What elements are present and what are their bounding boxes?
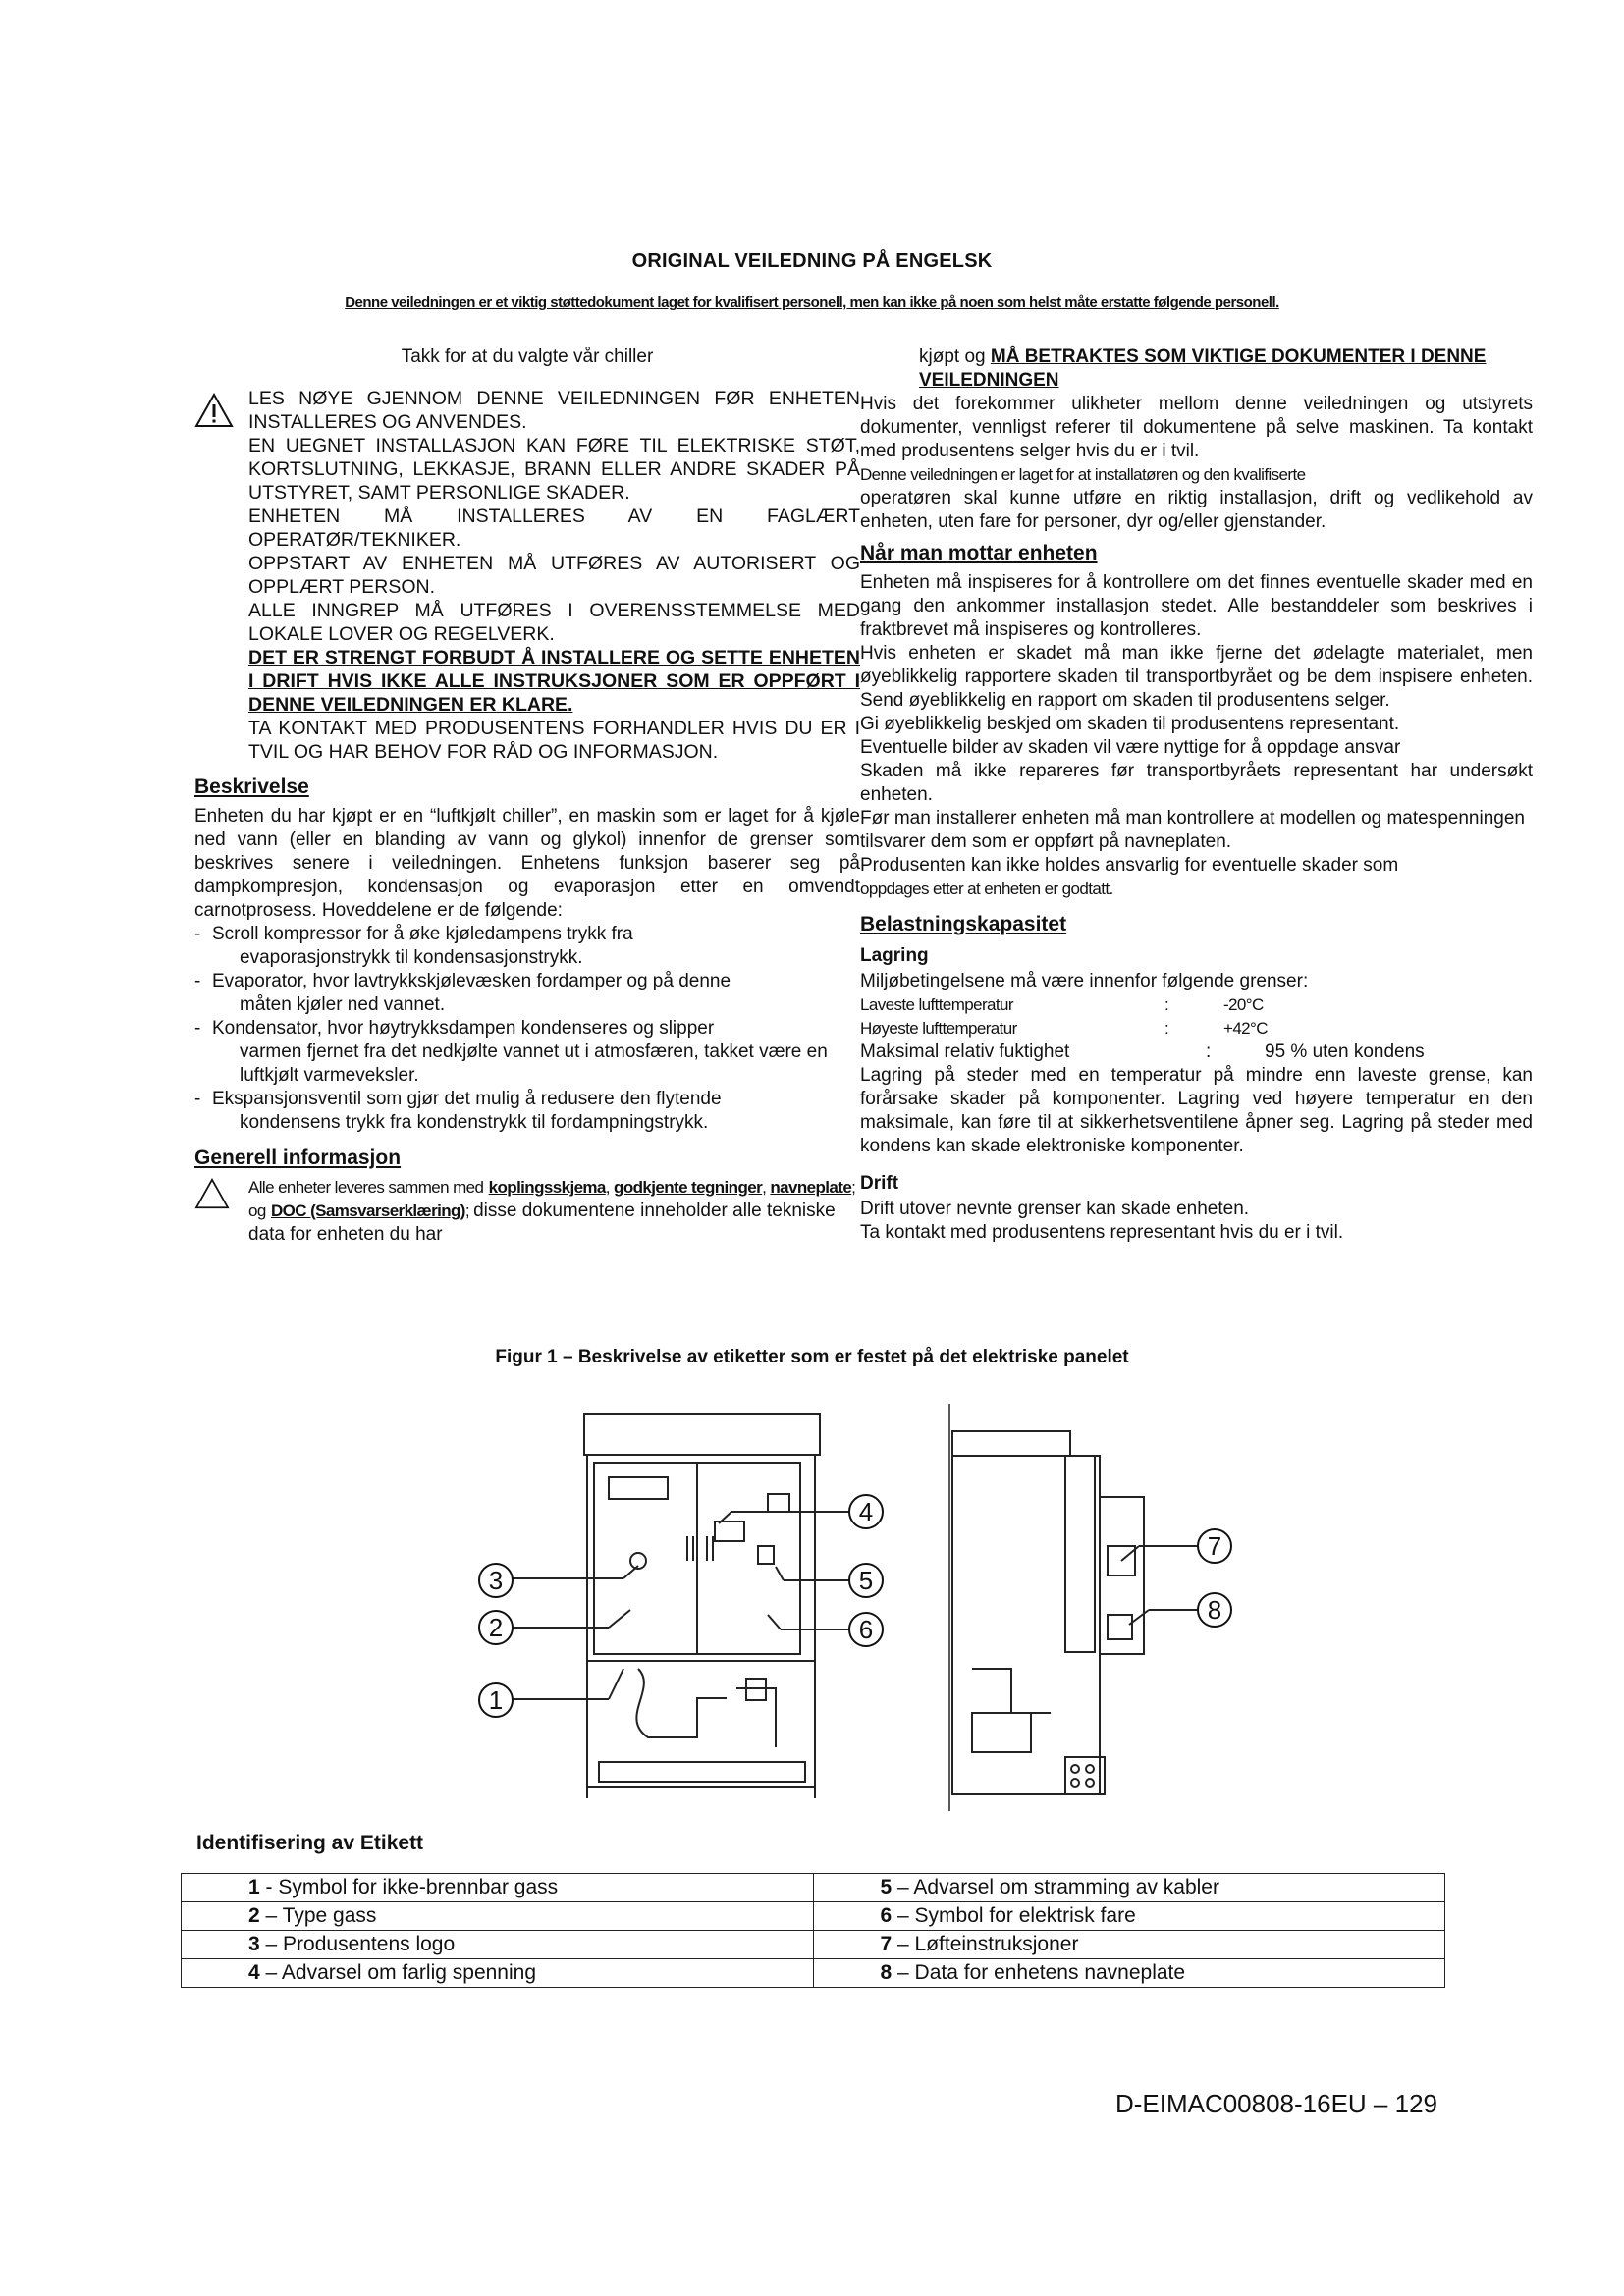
table-cell: 4 – Advarsel om farlig spenning: [182, 1959, 814, 1988]
receiving-p8: oppdages etter at enheten er godtatt.: [860, 880, 1113, 898]
operation-p2: Ta kontakt med produsentens representant hvis du er i tvil.: [860, 1222, 1344, 1243]
receiving-p4: Eventuelle bilder av skaden vil være nyttige for å oppdage ansvar: [860, 737, 1401, 758]
label-box-a: [715, 1522, 744, 1541]
receiving-heading: Når man mottar enheten: [860, 542, 1098, 564]
receiving-p6: Før man installerer enheten må man kontrollere at modellen og matespenningen tilsvarer dem som er oppført på navneplaten.: [860, 808, 1525, 852]
storage-intro: Miljøbetingelsene må være innenfor følgende grenser:: [860, 971, 1309, 991]
components-list: [194, 923, 860, 1135]
general-info-heading: Generell informasjon: [194, 1147, 402, 1169]
receiving-p1: Enheten må inspiseres for å kontrollere om det finnes eventuelle skader med en gang den ankommer installasjon stedet. Alle bestanddeler som beskrives i fraktbrevet må inspiseres og kontrolleres.: [860, 572, 1533, 640]
general-text-start: Alle enheter leveres sammen med: [248, 1178, 484, 1197]
warning-p2: EN UEGNET INSTALLASJON KAN FØRE TIL ELEKTRISKE STØT, KORTSLUTNING, LEKKASJE, BRANN ELLER ANDRE SKADER PÅ UTSTYRET, SAMT PERSONLIGE SKADER.: [248, 435, 860, 504]
operation-p1: Drift utover nevnte grenser kan skade enheten.: [860, 1199, 1250, 1219]
general-info-block: Alle enheter leveres sammen med koplingsskjema, godkjente tegninger, navneplate; og DOC (Samsvarserklæring); disse dokumentene inneholder alle tekniske data for enheten du har: [194, 1176, 860, 1247]
receiving-p3: Gi øyeblikkelig beskjed om skaden til produsentens representant.: [860, 714, 1400, 734]
svg-text:1: 1: [488, 1685, 504, 1715]
table-cell: 8 – Data for enhetens navneplate: [813, 1959, 1445, 1988]
storage-row-max: Høyeste lufttemperatur : +42°C: [860, 1019, 1268, 1038]
general-text-end: disse dokumentene inneholder alle tekniske data for enheten du har: [248, 1201, 836, 1245]
callout-6: [849, 1613, 883, 1646]
table-cell: 3 – Produsentens logo: [182, 1931, 814, 1959]
receiving-p5: Skaden må ikke repareres før transportbyråets representant har undersøkt enheten.: [860, 761, 1533, 805]
table-cell: 2 – Type gass: [182, 1902, 814, 1931]
list-item-first: Ekspansjonsventil som gjør det mulig å redusere den flytende: [212, 1089, 722, 1109]
warning-p3: ENHETEN MÅ INSTALLERES AV EN FAGLÆRT OPERATØR/TEKNIKER.: [248, 506, 860, 551]
operation-heading: Drift: [860, 1173, 899, 1194]
identification-heading: Identifisering av Etikett: [196, 1832, 424, 1854]
table-cell: 1 - Symbol for ikke-brennbar gass: [182, 1874, 814, 1902]
unit-top: [584, 1414, 820, 1455]
callout-4: [849, 1495, 883, 1528]
list-item: - Kondensator, hvor høytrykksdampen kondenseres og slipper varmen fjernet fra det nedkjølte vannet ut i atmosfæren, takket være en luftkjølt varmeveksler.: [194, 1017, 860, 1088]
list-item: - Evaporator, hvor lavtrykkskjølevæsken fordamper og på denne måten kjøler ned vannet.: [194, 970, 860, 1017]
capacity-heading: Belastningskapasitet: [860, 913, 1067, 935]
warning-block: [194, 387, 860, 764]
svg-text:3: 3: [488, 1566, 504, 1595]
list-item-rest: måten kjøler ned vannet.: [240, 994, 446, 1015]
list-item-rest: varmen fjernet fra det nedkjølte vannet ut i atmosfæren, takket være en luftkjølt varmeveksler.: [240, 1041, 828, 1086]
callout-7: [1198, 1529, 1231, 1563]
table-cell: 7 – Løfteinstruksjoner: [813, 1931, 1445, 1959]
label-box-b: [768, 1494, 789, 1512]
svg-text:6: 6: [858, 1615, 874, 1644]
continuation-start: kjøpt og: [919, 347, 986, 367]
callout-1: [479, 1683, 513, 1717]
svg-text:2: 2: [488, 1613, 504, 1642]
list-item-first: Evaporator, hvor lavtrykkskjølevæsken fordamper og på denne: [212, 971, 731, 991]
warning-p7: TA KONTAKT MED PRODUSENTENS FORHANDLER HVIS DU ER I TVIL OG HAR BEHOV FOR RÅD OG INFORMASJON.: [248, 718, 860, 763]
callout-5: [849, 1564, 883, 1597]
right-p2: Denne veiledningen er laget for at installatøren og den kvalifiserte: [860, 465, 1306, 484]
general-link-wiring: koplingsskjema: [488, 1178, 606, 1197]
callout-8: [1198, 1593, 1231, 1627]
callout-2: [479, 1611, 513, 1644]
list-item: - Ekspansjonsventil som gjør det mulig å redusere den flytende kondensens trykk fra kondenstrykk til fordampningstrykk.: [194, 1088, 860, 1135]
list-item: - Scroll kompressor for å øke kjøledampens trykk fra evaporasjonstrykk til kondensasjonstrykk.: [194, 923, 860, 970]
continuation: [860, 346, 1533, 393]
page-subtitle: Denne veiledningen er et viktig støttedokument laget for kvalifisert personell, men kan ikke på noen som helst måte erstatte følgende personell.: [345, 294, 1279, 311]
label-plate: [609, 1477, 668, 1499]
storage-row-min: Laveste lufttemperatur : -20°C: [860, 995, 1264, 1014]
callout-3: [479, 1564, 513, 1597]
figure-caption: Figur 1 – Beskrivelse av etiketter som er festet på det elektriske panelet: [495, 1347, 1129, 1367]
storage-text: Lagring på steder med en temperatur på mindre enn laveste grense, kan forårsake skader på komponenter. Lagring ved høyere temperatur en den maksimale, kan føre til at sikkerhetsventilene åpner seg. Lagring på steder med kondens kan skade elektroniske komponenter.: [860, 1065, 1533, 1156]
warning-p4: OPPSTART AV ENHETEN MÅ UTFØRES AV AUTORISERT OG OPPLÆRT PERSON.: [248, 553, 860, 598]
general-link-nameplate: navneplate: [770, 1178, 852, 1197]
right-p1: Hvis det forekommer ulikheter mellom denne veiledningen og utstyrets dokumenter, vennligst referer til dokumentene på selve maskinen. Ta kontakt med produsentens selger hvis du er i tvil.: [860, 394, 1533, 461]
chiller-panel-figure: [461, 1374, 1267, 1836]
list-item-rest: kondensens trykk fra kondenstrykk til fordampningstrykk.: [240, 1112, 709, 1133]
table-cell: 6 – Symbol for elektrisk fare: [813, 1902, 1445, 1931]
right-column: [860, 346, 1533, 1245]
caution-icon: [194, 1178, 230, 1209]
list-item-first: Kondensator, hvor høytrykksdampen kondenseres og slipper: [212, 1018, 715, 1039]
receiving-p2: Hvis enheten er skadet må man ikke fjerne det ødelagte materialet, men øyeblikkelig rapportere skaden til transportbyrået og be dem inspisere enheten. Send øyeblikkelig en rapport om skaden til produsentens selger.: [860, 643, 1533, 711]
warning-p5: ALLE INNGREP MÅ UTFØRES I OVERENSSTEMMELSE MED LOKALE LOVER OG REGELVERK.: [248, 600, 860, 645]
unit-base: [587, 1661, 815, 1787]
table-row: [182, 1931, 1445, 1959]
list-item-first: Scroll kompressor for å øke kjøledampens trykk fra: [212, 924, 633, 944]
table-row: [182, 1959, 1445, 1988]
right-p3: operatøren skal kunne utføre en riktig installasjon, drift og vedlikehold av enheten, uten fare for personer, dyr og/eller gjenstander.: [860, 488, 1533, 532]
left-column: [194, 346, 860, 1247]
svg-text:8: 8: [1207, 1595, 1222, 1625]
storage-heading: Lagring: [860, 945, 929, 966]
description-heading: Beskrivelse: [194, 775, 309, 798]
general-and: og: [248, 1201, 266, 1220]
warning-p1: LES NØYE GJENNOM DENNE VEILEDNINGEN FØR ENHETEN INSTALLERES OG ANVENDES.: [248, 388, 860, 433]
page-footer: D-EIMAC00808-16EU – 129: [1114, 2089, 1437, 2118]
list-item-rest: evaporasjonstrykk til kondensasjonstrykk.: [240, 947, 583, 968]
warning-p6: DET ER STRENGT FORBUDT Å INSTALLERE OG SETTE ENHETEN I DRIFT HVIS IKKE ALLE INSTRUKSJONER SOM ER OPPFØRT I DENNE VEILEDNINGEN ER KLARE.: [248, 647, 860, 716]
general-link-drawings: godkjente tegninger: [614, 1178, 763, 1197]
table-row: [182, 1874, 1445, 1902]
svg-text:5: 5: [858, 1566, 874, 1595]
svg-text:7: 7: [1207, 1531, 1222, 1561]
continuation-strong: MÅ BETRAKTES SOM VIKTIGE DOKUMENTER I DENNE VEILEDNINGEN: [919, 347, 1487, 391]
warning-icon: [194, 393, 234, 428]
table-row: [182, 1902, 1445, 1931]
table-cell: 5 – Advarsel om stramming av kabler: [813, 1874, 1445, 1902]
receiving-p7: Produsenten kan ikke holdes ansvarlig for eventuelle skader som: [860, 855, 1399, 876]
svg-text:4: 4: [858, 1497, 874, 1526]
thanks-text: Takk for at du valgte vår chiller: [401, 347, 654, 367]
page-title: ORIGINAL VEILEDNING PÅ ENGELSK: [631, 250, 993, 272]
storage-row-humidity: Maksimal relativ fuktighet : 95 % uten kondens: [860, 1041, 1425, 1062]
general-link-doc: DOC (Samsvarserklæring): [271, 1201, 465, 1220]
label-identification-table: [181, 1873, 1445, 1988]
description-intro: Enheten du har kjøpt er en “luftkjølt chiller”, en maskin som er laget for å kjøle ned vann (eller en blanding av vann og glykol) innenfor de grenser som beskrives senere i veiledningen. Enhetens funksjon baserer seg på dampkompresjon, kondensasjon og evaporasjon etter en omvendt carnotprosess. Hoveddelene er de følgende:: [194, 806, 860, 921]
disconnect-switch: [758, 1546, 774, 1564]
nameplate-box: [1108, 1615, 1132, 1639]
